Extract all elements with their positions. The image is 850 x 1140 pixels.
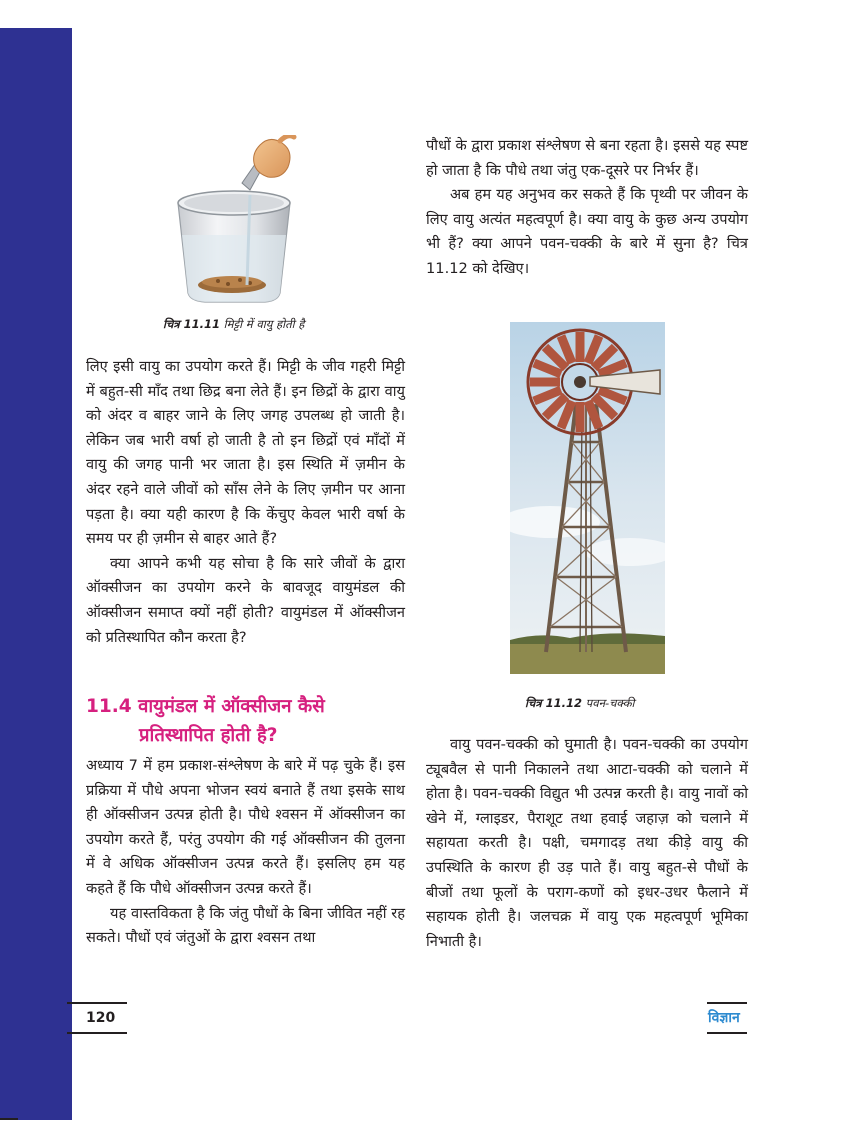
windmill-photo xyxy=(510,322,665,674)
right-column-bottom xyxy=(426,733,748,954)
paragraph: अध्याय 7 में हम प्रकाश-संश्लेषण के बारे में पढ़ चुके हैं। इस प्रक्रिया में पौधे अपना भोजन स्वयं बनाते हैं तथा इसके साथ ही ऑक्सीजन उत्पन्न होती है। पौधे श्वसन में ऑक्सीजन का उपयोग करते हैं, परंतु उपयोग की गई ऑक्सीजन की तुलना में वे अधिक ऑक्सीजन उत्पन्न करते हैं। इसलिए हम यह कहते हैं कि पौधे ऑक्सीजन उत्पन्न करते हैं। xyxy=(86,757,405,897)
paragraph: अब हम यह अनुभव कर सकते हैं कि पृथ्वी पर जीवन के लिए वायु अत्यंत महत्वपूर्ण है। क्या वायु के कुछ अन्य उपयोग भी हैं? क्या आपने पवन-चक्की के बारे में सुना है? चित्र 11.12 को देखिए। xyxy=(426,186,748,277)
footer-rule-bottom-right xyxy=(707,1032,747,1034)
footer-rule-top-right xyxy=(707,1002,747,1004)
paragraph: क्या आपने कभी यह सोचा है कि सारे जीवों के द्वारा ऑक्सीजन का उपयोग करने के बावजूद वायुमंडल की ऑक्सीजन समाप्त क्यों नहीं होती? वायुमंडल में ऑक्सीजन को प्रतिस्थापित कौन करता है? xyxy=(86,554,405,646)
footer-rule-bottom xyxy=(67,1032,127,1034)
figure-11-11-label: चित्र 11.11 xyxy=(163,317,221,331)
section-number: 11.4 xyxy=(86,696,132,717)
right-column-top xyxy=(426,134,748,282)
paragraph: लिए इसी वायु का उपयोग करते हैं। मिट्टी के जीव गहरी मिट्टी में बहुत-सी माँद तथा छिद्र बना लेते हैं। इन छिद्रों के द्वारा वायु को अंदर व बाहर जाने के लिए जगह उपलब्ध हो जाती है। लेकिन जब भारी वर्षा हो जाती है तो इन छिद्रों एवं माँदों में वायु की जगह पानी भर जाता है। इस स्थिति में ज़मीन के अंदर रहने वाले जीवों को साँस लेने के लिए ज़मीन पर आना पड़ता है। क्या यही कारण है कि केंचुए केवल भारी वर्षा के समय पर ही ज़मीन से बाहर आते हैं? xyxy=(86,358,405,548)
book-title: विज्ञान xyxy=(708,1010,740,1026)
soil-beaker-illustration xyxy=(170,135,310,315)
side-color-bar xyxy=(0,28,72,1120)
figure-11-11-text: मिट्टी में वायु होती है xyxy=(223,317,305,331)
section-title-line2: प्रतिस्थापित होती है? xyxy=(139,725,278,746)
crop-mark xyxy=(0,1118,18,1120)
figure-11-12-label: चित्र 11.12 xyxy=(525,696,583,710)
figure-11-12-caption xyxy=(525,696,635,711)
page-number: 120 xyxy=(86,1010,116,1026)
left-column-bottom xyxy=(86,754,405,951)
figure-11-12-text: पवन-चक्की xyxy=(585,696,635,710)
paragraph: पौधों के द्वारा प्रकाश संश्लेषण से बना रहता है। इससे यह स्पष्ट हो जाता है कि पौधे तथा जंतु एक-दूसरे पर निर्भर हैं। xyxy=(426,137,748,179)
section-title-line1: वायुमंडल में ऑक्सीजन कैसे xyxy=(138,696,325,717)
paragraph: यह वास्तविकता है कि जंतु पौधों के बिना जीवित नहीं रह सकते। पौधों एवं जंतुओं के द्वारा श्वसन तथा xyxy=(86,904,405,947)
figure-11-11-caption xyxy=(163,317,304,332)
footer-rule-top xyxy=(67,1002,127,1004)
section-heading xyxy=(86,692,416,750)
paragraph: वायु पवन-चक्की को घुमाती है। पवन-चक्की का उपयोग ट्यूबवैल से पानी निकालने तथा आटा-चक्की को चलाने में होता है। पवन-चक्की विद्युत भी उत्पन्न करती है। वायु नावों को खेने में, ग्लाइडर, पैराशूट तथा हवाई जहाज़ को चलाने में सहायता करती है। पक्षी, चमगादड़ तथा कीड़े वायु की उपस्थिति के कारण ही उड़ पाते हैं। वायु बहुत-से पौधों के बीजों तथा फूलों के पराग-कणों को इधर-उधर फैलाने में सहायक होती है। जलचक्र में वायु एक महत्वपूर्ण भूमिका निभाती है। xyxy=(426,736,748,950)
left-column-top xyxy=(86,355,405,650)
